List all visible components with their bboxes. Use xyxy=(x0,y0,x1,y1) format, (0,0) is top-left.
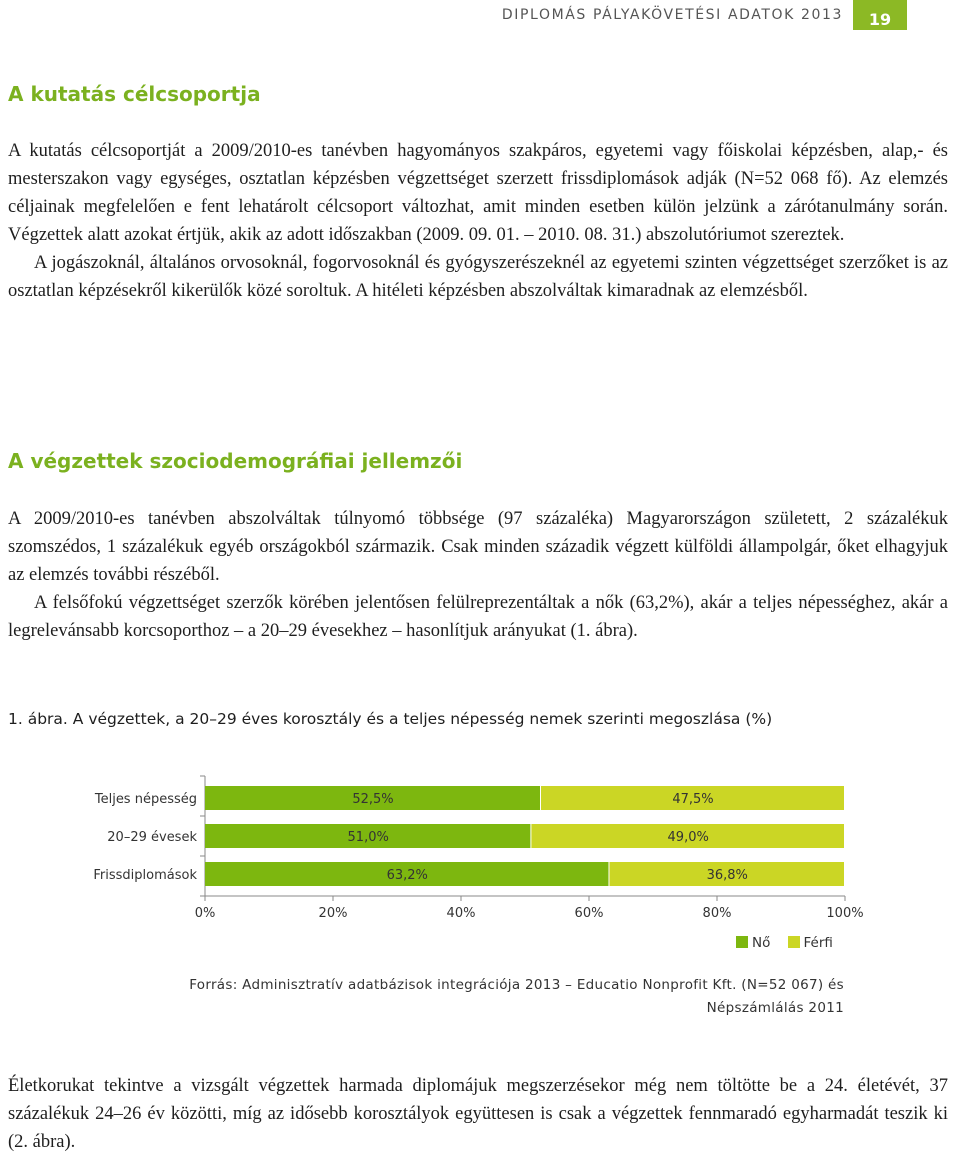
page-number: 19 xyxy=(853,0,907,30)
legend-label-ferfi: Férfi xyxy=(803,935,833,951)
source-line: Népszámlálás 2011 xyxy=(706,1000,844,1016)
section2-body xyxy=(8,505,948,645)
category-label: Teljes népesség xyxy=(94,792,197,807)
running-title: DIPLOMÁS PÁLYAKÖVETÉSI ADATOK 2013 xyxy=(501,7,843,23)
page-header xyxy=(0,0,960,34)
category-label: 20–29 évesek xyxy=(107,830,197,845)
figure-caption xyxy=(8,706,788,733)
x-tick-label: 100% xyxy=(826,906,864,921)
legend-swatch-ferfi xyxy=(788,936,800,948)
stacked-bar-chart xyxy=(0,770,900,930)
paragraph: A kutatás célcsoportját a 2009/2010-es tanévben hagyományos szakpáros, egyetemi vagy főiskolai képzésben, alap,- és mesterszakon vagy egységes, osztatlan képzésben végzettséget szerzett frissdiplomások adják (N=52 068 fő). Az elemzés céljainak megfelelően e fent lehatárolt célcsoport változhat, amit minden esetben külön jelzünk a zárótanulmány során. Végzettek alatt azokat értjük, akik az adott időszakban (2009. 09. 01. – 2010. 08. 31.) abszolutóriumot szereztek. xyxy=(8,141,948,245)
paragraph: A 2009/2010-es tanévben abszolváltak túlnyomó többsége (97 százaléka) Magyarországon született, 2 százalékuk szomszédos, 1 százalékuk egyéb országokból származik. Csak minden századik végzett külföldi állampolgár, őket elhagyjuk az elemzés további részéből. xyxy=(8,509,948,585)
data-label: 52,5% xyxy=(352,792,394,807)
chart-legend xyxy=(736,935,833,951)
x-tick-label: 60% xyxy=(574,906,604,921)
legend-swatch-no xyxy=(736,936,748,948)
section-heading-sociodemographics: A végzettek szociodemográfiai jellemzői xyxy=(8,449,463,473)
data-label: 36,8% xyxy=(706,868,748,883)
figure-title: A végzettek, a 20–29 éves korosztály és a teljes népesség nemek szerinti megoszlása (%) xyxy=(72,710,773,728)
section-heading-target-group: A kutatás célcsoportja xyxy=(8,82,261,106)
figure-source xyxy=(80,974,844,1020)
category-label: Frissdiplomások xyxy=(93,868,197,883)
x-tick-label: 80% xyxy=(702,906,732,921)
x-tick-label: 0% xyxy=(194,906,216,921)
data-label: 63,2% xyxy=(386,868,428,883)
x-tick-label: 20% xyxy=(318,906,348,921)
section1-body xyxy=(8,137,948,305)
paragraph: A felsőfokú végzettséget szerzők körében jelentősen felülreprezentáltak a nők (63,2%), akár a teljes népességhez, akár a legrelevánsabb korcsoporthoz – a 20–29 évesekhez – hasonlítjuk arányukat (1. ábra). xyxy=(8,593,948,641)
legend-label-no: Nő xyxy=(752,935,771,951)
source-line: Forrás: Adminisztratív adatbázisok integrációja 2013 – Educatio Nonprofit Kft. (N=52 067) és xyxy=(189,977,844,993)
data-label: 51,0% xyxy=(347,830,389,845)
figure-number: 1. ábra. xyxy=(8,710,68,728)
closing-body xyxy=(8,1072,948,1156)
paragraph: Életkorukat tekintve a vizsgált végzettek harmada diplomájuk megszerzésekor még nem töltötte be a 24. életévét, 37 százalékuk 24–26 év közötti, míg az idősebb korosztályok együttesen is csak a végzettek fennmaradó egyharmadát teszik ki (2. ábra). xyxy=(8,1076,948,1152)
data-label: 49,0% xyxy=(667,830,709,845)
data-label: 47,5% xyxy=(672,792,714,807)
x-tick-label: 40% xyxy=(446,906,476,921)
paragraph: A jogászoknál, általános orvosoknál, fogorvosoknál és gyógyszerészeknél az egyetemi szinten végzettséget szerzőket is az osztatlan képzésekről kikerülők közé soroltuk. A hitéleti képzésben abszolváltak kimaradnak az elemzésből. xyxy=(8,253,948,301)
